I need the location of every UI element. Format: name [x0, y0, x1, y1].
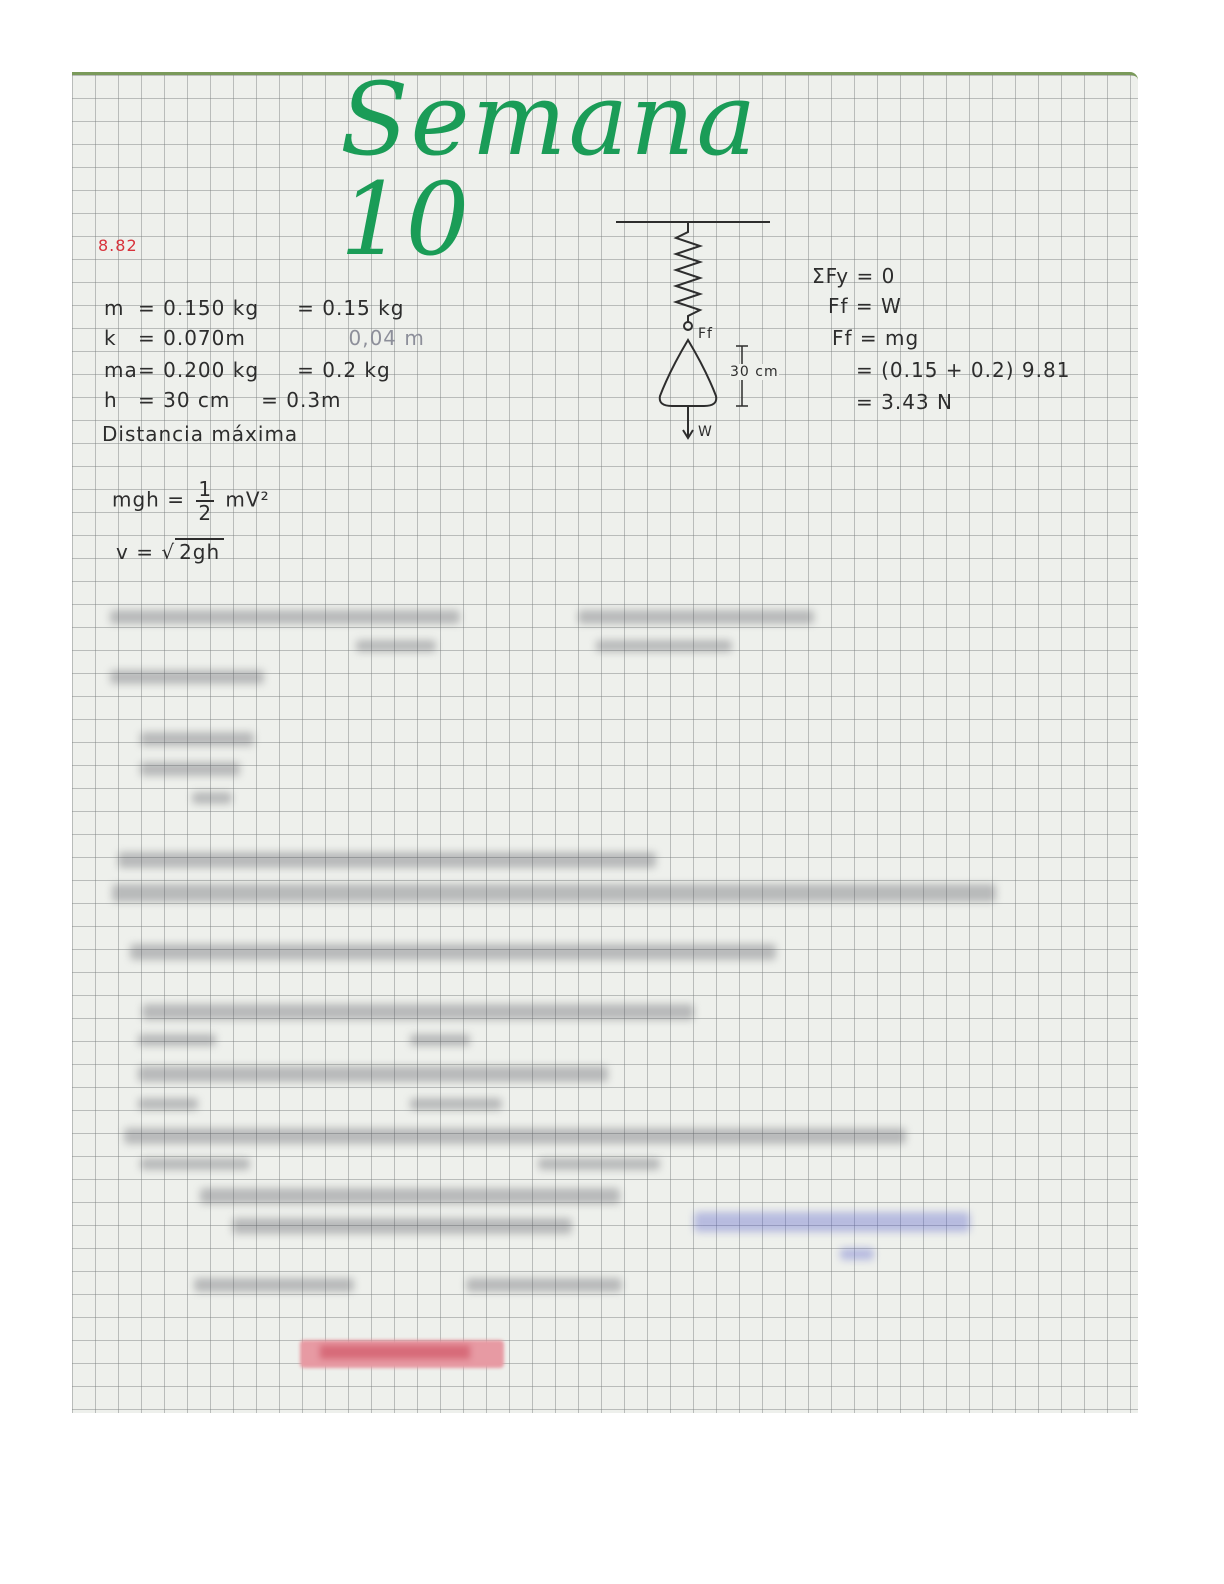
- fraction-numerator: 1: [198, 477, 213, 501]
- given-simplified-faded: 0,04 m: [348, 326, 425, 350]
- given-row: ma= 0.200 kg = 0.2 kg: [104, 358, 391, 382]
- energy-rhs: mV²: [225, 487, 270, 512]
- blurred-text: [578, 610, 814, 624]
- problem-number: 8.82: [98, 236, 138, 255]
- equilibrium-line: = 3.43 N: [856, 390, 953, 414]
- blurred-text: [124, 1128, 906, 1144]
- velocity-equation: v = √ 2gh: [116, 540, 224, 564]
- given-symbol: ma: [104, 358, 138, 382]
- blurred-text: [138, 1066, 608, 1082]
- blurred-text: [232, 1218, 572, 1234]
- blurred-formula: [694, 1212, 970, 1232]
- blurred-text: [118, 852, 656, 868]
- blurred-text: [194, 1278, 354, 1292]
- given-value: 0.200 kg: [163, 358, 260, 382]
- blurred-formula: [840, 1248, 874, 1260]
- question-text: Distancia máxima: [102, 422, 299, 446]
- given-row: h = 30 cm = 0.3m: [104, 388, 342, 412]
- blurred-text: [110, 610, 460, 624]
- spring-coil: [676, 222, 700, 322]
- blurred-text: [356, 640, 436, 652]
- equilibrium-line: Ff = mg: [832, 326, 920, 350]
- given-symbol: k: [104, 326, 117, 350]
- spring-force-label: Ff: [698, 326, 713, 342]
- blurred-text: [192, 792, 232, 804]
- energy-lhs: mgh =: [112, 487, 185, 512]
- blurred-text: [140, 1158, 250, 1170]
- equilibrium-line: ΣFy = 0: [812, 264, 896, 288]
- blurred-text: [140, 732, 254, 746]
- equilibrium-line: Ff = W: [828, 294, 902, 318]
- given-row: m = 0.150 kg = 0.15 kg: [104, 296, 405, 320]
- answer-highlight: [300, 1340, 504, 1368]
- given-value: 0.150 kg: [163, 296, 260, 320]
- blurred-text: [200, 1188, 620, 1204]
- blurred-text: [110, 670, 264, 684]
- hook: [684, 322, 692, 330]
- blurred-text: [410, 1098, 502, 1110]
- hanging-mass: [660, 340, 717, 406]
- equilibrium-line: = (0.15 + 0.2) 9.81: [856, 358, 1071, 382]
- given-simplified: 0.15 kg: [322, 296, 405, 320]
- fraction-denominator: 2: [198, 501, 213, 525]
- blurred-text: [410, 1034, 470, 1046]
- blurred-text: [112, 884, 996, 902]
- blurred-text: [142, 1004, 694, 1020]
- velocity-lhs: v =: [116, 540, 154, 564]
- given-row: k = 0.070m 0,04 m: [104, 326, 425, 350]
- page-title: Semana 10: [340, 61, 759, 278]
- given-symbol: h: [104, 388, 118, 412]
- blurred-text: [466, 1278, 622, 1292]
- blurred-text: [138, 1098, 198, 1110]
- given-value: 30 cm: [163, 388, 231, 412]
- weight-label: W: [698, 424, 713, 440]
- blurred-text: [538, 1158, 660, 1170]
- blurred-text: [138, 1034, 216, 1046]
- given-symbol: m: [104, 296, 125, 320]
- velocity-rhs: 2gh: [175, 538, 224, 564]
- given-value: 0.070m: [163, 326, 246, 350]
- given-simplified: 0.3m: [286, 388, 342, 412]
- distance-label: 30 cm: [730, 364, 779, 380]
- blurred-text: [130, 944, 776, 960]
- blurred-text: [596, 640, 732, 652]
- blurred-text: [140, 762, 240, 776]
- given-simplified: 0.2 kg: [322, 358, 391, 382]
